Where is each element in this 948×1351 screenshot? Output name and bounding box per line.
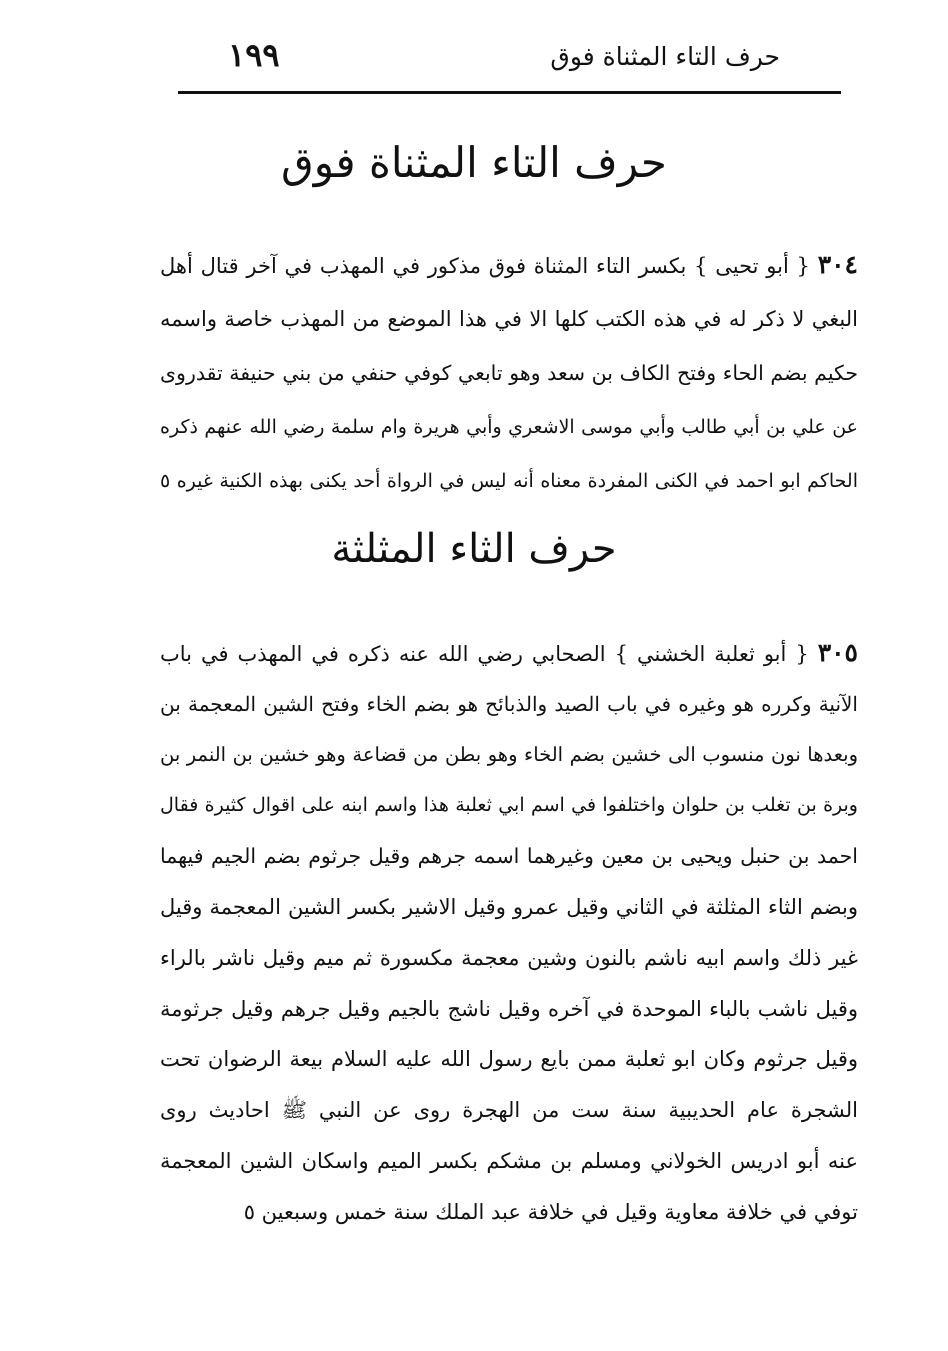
entry-line: ٣٠٤ { أبو تحيى } بكسر التاء المثناة فوق مذكور في المهذب في آخر قتال أهل	[160, 250, 858, 279]
entry-line: الحاكم ابو احمد في الكنى المفردة معناه أنه ليس في الرواة أحد يكنى بهذه الكنية غيره ٥	[160, 470, 858, 492]
entry-line: وقيل جرثوم وكان ابو ثعلبة ممن بايع رسول الله عليه السلام بيعة الرضوان تحت	[160, 1047, 858, 1072]
entry-line: البغي لا ذكر له في هذه الكتب كلها الا في هذا الموضع من المهذب خاصة واسمه	[160, 307, 858, 331]
entry-line: وبعدها نون منسوب الى خشين بضم الخاء وهو بطن من قضاعة وهو خشين بن النمر بن	[160, 742, 858, 766]
entry-305	[160, 628, 858, 1238]
entry-304	[160, 238, 858, 508]
entry-line: وبرة بن تغلب بن حلوان واختلفوا في اسم ابي ثعلبة هذا واسم ابنه على اقوال كثيرة فقال	[160, 794, 858, 817]
entry-line: وبضم الثاء المثلثة في الثاني وقيل عمرو وقيل الاشير بكسر الشين المعجمة وقيل	[160, 894, 858, 919]
entry-line: حكيم بضم الحاء وفتح الكاف بن سعد وهو تابعي كوفي حنفي من بني حنيفة تقدروى	[160, 361, 858, 385]
entry-line: عنه أبو ادريس الخولاني ومسلم بن مشكم بكسر الميم واسكان الشين المعجمة	[160, 1148, 858, 1173]
entry-line: ٣٠٥ { أبو ثعلبة الخشني } الصحابي رضي الله عنه ذكره في المهذب في باب	[160, 638, 858, 667]
entry-line: الشجرة عام الحديبية سنة ست من الهجرة روى عن النبي ﷺ احاديث روى	[160, 1098, 858, 1123]
entry-number: ٣٠٤	[817, 250, 858, 279]
entry-line: غير ذلك واسم ابيه ناشم بالنون وشين معجمة مكسورة ثم ميم وقيل ناشر بالراء	[160, 945, 858, 970]
entry-line: الآنية وكرره هو وغيره في باب الصيد والذبائح هو بضم الخاء وفتح الشين المعجمة بن	[160, 691, 858, 716]
entry-line: وقيل ناشب بالباء الموحدة في آخره وقيل ناشج بالجيم وقيل جرهم وقيل جرثومة	[160, 996, 858, 1021]
running-title: حرف التاء المثناة فوق	[550, 42, 780, 71]
header-rule	[178, 91, 841, 94]
page-number: ١٩٩	[228, 36, 280, 74]
section-title-ta: حرف التاء المثناة فوق	[281, 138, 667, 187]
entry-number: ٣٠٥	[817, 638, 858, 667]
entry-line: احمد بن حنبل ويحيى بن معين وغيرهما اسمه جرهم وقيل جرثوم بضم الجيم فيهما	[160, 844, 858, 869]
running-header	[180, 34, 840, 82]
section-title-tha: حرف الثاء المثلثة	[331, 526, 617, 572]
entry-line: توفي في خلافة معاوية وقيل في خلافة عبد الملك سنة خمس وسبعين ٥	[243, 1199, 858, 1224]
entry-line: عن علي بن أبي طالب وأبي موسى الاشعري وأبي هريرة وام سلمة رضي الله عنهم ذكره	[160, 416, 858, 438]
